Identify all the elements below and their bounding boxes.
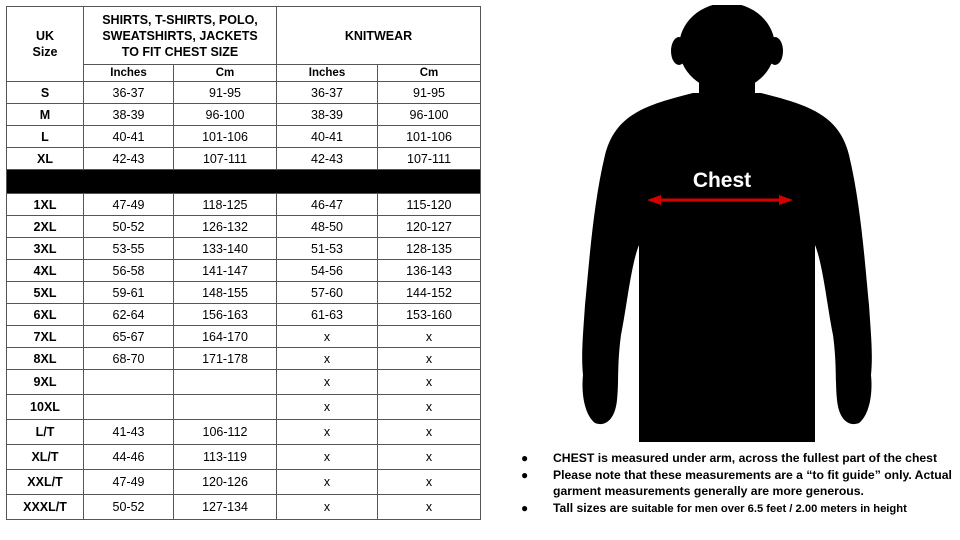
knitwear-inches-cell: x [277, 370, 378, 395]
table-row [7, 282, 481, 304]
shirts-inches-cell: 65-67 [84, 326, 174, 348]
shirts-inches-cell: 68-70 [84, 348, 174, 370]
table-body-top [7, 82, 481, 170]
table-row [7, 304, 481, 326]
note-tall-sizes [515, 500, 955, 517]
table-row [7, 104, 481, 126]
shirts-inches-cell: 41-43 [84, 420, 174, 445]
uk-size-header-line2: Size [32, 45, 58, 59]
shirts-cm-header: Cm [174, 65, 277, 82]
shirts-inches-cell [84, 395, 174, 420]
shirts-cm-cell [174, 370, 277, 395]
shirts-cm-cell: 171-178 [174, 348, 277, 370]
shirts-inches-cell: 56-58 [84, 260, 174, 282]
knitwear-cm-cell: x [378, 445, 481, 470]
knitwear-cm-header: Cm [378, 65, 481, 82]
shirts-header-line2: SWEATSHIRTS, JACKETS [102, 28, 258, 43]
table-row [7, 148, 481, 170]
knitwear-inches-cell: 54-56 [277, 260, 378, 282]
shirts-inches-cell: 40-41 [84, 126, 174, 148]
size-cell: M [7, 104, 84, 126]
knitwear-cm-cell: 115-120 [378, 194, 481, 216]
size-cell: 8XL [7, 348, 84, 370]
shirts-cm-cell: 127-134 [174, 495, 277, 520]
shirts-cm-cell: 164-170 [174, 326, 277, 348]
size-cell: 4XL [7, 260, 84, 282]
size-cell: S [7, 82, 84, 104]
chest-label: Chest [692, 169, 752, 192]
shirts-header-line1: SHIRTS, T-SHIRTS, POLO, [102, 12, 258, 27]
shirts-inches-cell: 36-37 [84, 82, 174, 104]
bullet-icon: ● [521, 451, 529, 465]
table-row [7, 470, 481, 495]
shirts-cm-cell: 96-100 [174, 104, 277, 126]
shirts-inches-cell: 62-64 [84, 304, 174, 326]
knitwear-cm-cell: 144-152 [378, 282, 481, 304]
knitwear-inches-cell: x [277, 395, 378, 420]
table-row [7, 495, 481, 520]
table-separator [7, 170, 481, 194]
bullet-icon: ● [521, 468, 529, 482]
size-cell: XL [7, 148, 84, 170]
knitwear-cm-cell: x [378, 348, 481, 370]
knitwear-cm-cell: x [378, 395, 481, 420]
knitwear-cm-cell: x [378, 495, 481, 520]
table-row [7, 395, 481, 420]
size-cell: L [7, 126, 84, 148]
size-cell: 3XL [7, 238, 84, 260]
note-chest-text: CHEST is measured under arm, across the fullest part of the chest [553, 451, 938, 465]
knitwear-cm-cell: x [378, 370, 481, 395]
knitwear-inches-cell: 40-41 [277, 126, 378, 148]
size-cell: 9XL [7, 370, 84, 395]
note-tall-bold: Tall sizes are [553, 501, 628, 515]
table-row [7, 238, 481, 260]
table-row [7, 194, 481, 216]
note-tall-rest: suitable for men over 6.5 feet / 2.00 meters in height [631, 503, 907, 515]
black-separator-row [7, 170, 481, 194]
knitwear-cm-cell: 136-143 [378, 260, 481, 282]
uk-size-header [7, 7, 84, 82]
shirts-cm-cell: 106-112 [174, 420, 277, 445]
shirts-inches-header: Inches [84, 65, 174, 82]
table-row [7, 445, 481, 470]
knitwear-inches-cell: x [277, 445, 378, 470]
table-body-bottom [7, 194, 481, 520]
table-row [7, 348, 481, 370]
size-cell: 10XL [7, 395, 84, 420]
knitwear-inches-cell: 51-53 [277, 238, 378, 260]
shirts-inches-cell: 47-49 [84, 470, 174, 495]
shirts-inches-cell: 42-43 [84, 148, 174, 170]
shirts-inches-cell: 53-55 [84, 238, 174, 260]
size-cell: 6XL [7, 304, 84, 326]
shirts-cm-cell: 91-95 [174, 82, 277, 104]
knitwear-inches-cell: 42-43 [277, 148, 378, 170]
table-row [7, 326, 481, 348]
size-cell: 1XL [7, 194, 84, 216]
knitwear-cm-cell: 91-95 [378, 82, 481, 104]
size-chart-table [6, 6, 481, 520]
shirts-cm-cell: 118-125 [174, 194, 277, 216]
measurement-notes [515, 450, 955, 518]
note-chest [515, 450, 955, 466]
knitwear-cm-cell: 107-111 [378, 148, 481, 170]
shirts-inches-cell: 47-49 [84, 194, 174, 216]
knitwear-cm-cell: x [378, 326, 481, 348]
knitwear-group-header: KNITWEAR [277, 7, 481, 65]
shirts-inches-cell: 59-61 [84, 282, 174, 304]
table-row [7, 216, 481, 238]
table-row [7, 82, 481, 104]
size-cell: XXXL/T [7, 495, 84, 520]
knitwear-inches-cell: x [277, 420, 378, 445]
shirts-cm-cell [174, 395, 277, 420]
knitwear-cm-cell: 120-127 [378, 216, 481, 238]
shirts-cm-cell: 113-119 [174, 445, 277, 470]
size-cell: 5XL [7, 282, 84, 304]
knitwear-inches-cell: 46-47 [277, 194, 378, 216]
knitwear-cm-cell: x [378, 470, 481, 495]
shirts-cm-cell: 107-111 [174, 148, 277, 170]
knitwear-cm-cell: 153-160 [378, 304, 481, 326]
knitwear-inches-cell: 57-60 [277, 282, 378, 304]
shirts-group-header [84, 7, 277, 65]
knitwear-inches-cell: x [277, 495, 378, 520]
size-cell: 2XL [7, 216, 84, 238]
bullet-icon: ● [521, 501, 529, 515]
table-row [7, 370, 481, 395]
knitwear-cm-cell: 96-100 [378, 104, 481, 126]
chest-measurement-figure [575, 5, 875, 442]
size-cell: XL/T [7, 445, 84, 470]
shirts-inches-cell: 44-46 [84, 445, 174, 470]
knitwear-inches-cell: 38-39 [277, 104, 378, 126]
knitwear-inches-cell: 61-63 [277, 304, 378, 326]
table-row [7, 126, 481, 148]
knitwear-inches-cell: x [277, 326, 378, 348]
knitwear-cm-cell: 128-135 [378, 238, 481, 260]
knitwear-cm-cell: x [378, 420, 481, 445]
size-cell: 7XL [7, 326, 84, 348]
size-cell: XXL/T [7, 470, 84, 495]
person-silhouette [582, 5, 872, 442]
shirts-cm-cell: 148-155 [174, 282, 277, 304]
knitwear-inches-cell: 36-37 [277, 82, 378, 104]
note-fit-guide-text: Please note that these measurements are a “to fit guide” only. Actual garment measurements generally are more generous. [553, 468, 952, 498]
knitwear-inches-cell: x [277, 348, 378, 370]
knitwear-inches-header: Inches [277, 65, 378, 82]
uk-size-header-line1: UK [35, 29, 55, 43]
shirts-cm-cell: 141-147 [174, 260, 277, 282]
knitwear-inches-cell: x [277, 470, 378, 495]
shirts-cm-cell: 101-106 [174, 126, 277, 148]
table-row [7, 420, 481, 445]
shirts-cm-cell: 126-132 [174, 216, 277, 238]
shirts-inches-cell: 50-52 [84, 216, 174, 238]
shirts-inches-cell [84, 370, 174, 395]
knitwear-cm-cell: 101-106 [378, 126, 481, 148]
shirts-inches-cell: 50-52 [84, 495, 174, 520]
shirts-header-line3: TO FIT CHEST SIZE [121, 44, 239, 59]
knitwear-inches-cell: 48-50 [277, 216, 378, 238]
size-cell: L/T [7, 420, 84, 445]
table-row [7, 260, 481, 282]
note-fit-guide [515, 467, 955, 499]
shirts-cm-cell: 156-163 [174, 304, 277, 326]
shirts-inches-cell: 38-39 [84, 104, 174, 126]
shirts-cm-cell: 120-126 [174, 470, 277, 495]
shirts-cm-cell: 133-140 [174, 238, 277, 260]
